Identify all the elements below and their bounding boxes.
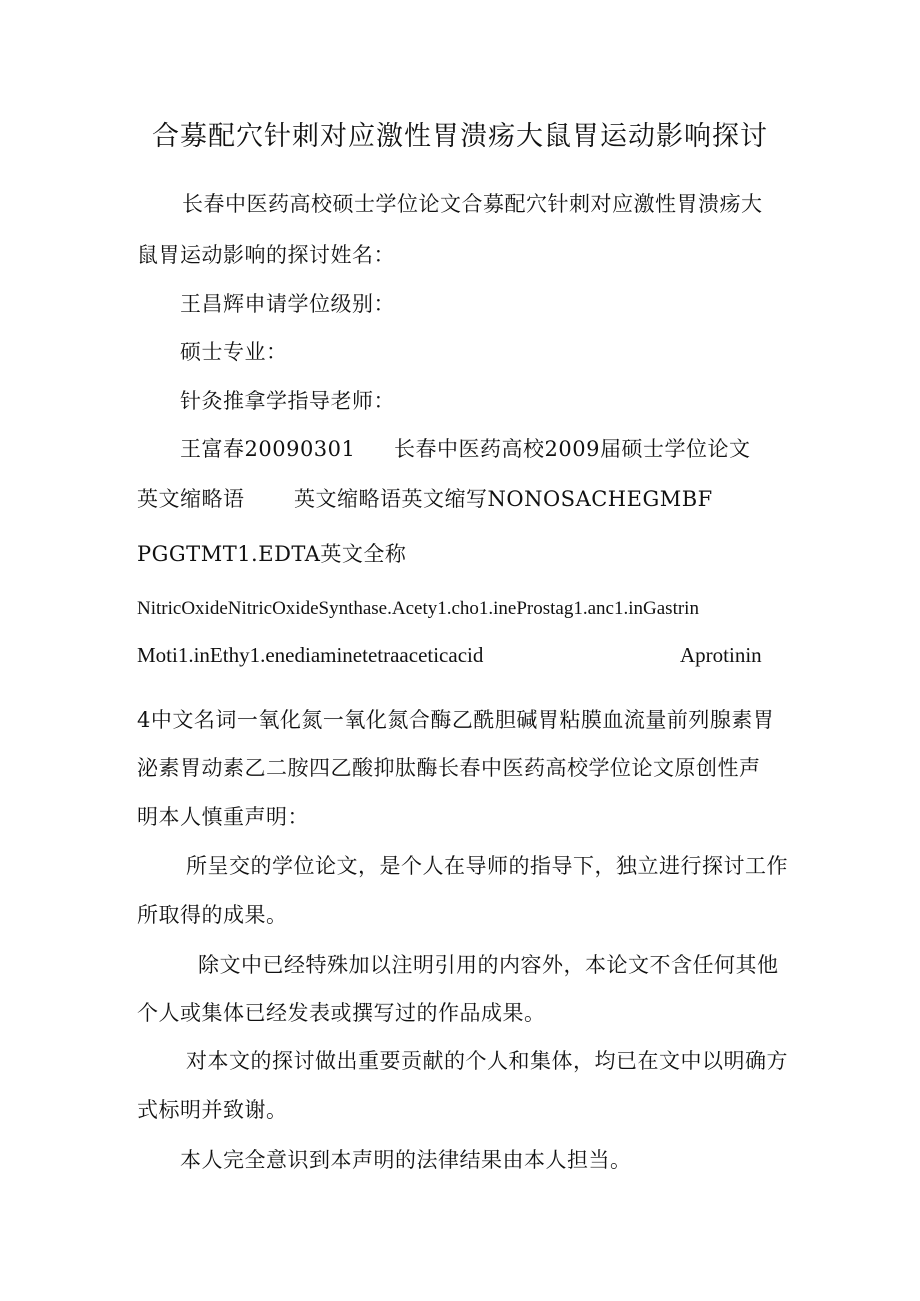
- text-line: Moti1.inEthy1.enediaminetetraaceticacid: [137, 643, 484, 667]
- text-line: 王昌辉申请学位级别：: [180, 292, 395, 316]
- text-line: NitricOxideNitricOxideSynthase.Acety1.cho1.ineProstag1.anc1.inGastrin: [137, 598, 699, 619]
- text-line: 长春中医药高校2009届硕士学位论文: [394, 437, 751, 461]
- text-line: 英文缩略语英文缩写NONOSACHEGMBF: [294, 487, 713, 511]
- text-line: 所取得的成果。: [137, 903, 288, 927]
- text-line: 4中文名词一氧化氮一氧化氮合酶乙酰胆碱胃粘膜血流量前列腺素胃: [137, 708, 775, 732]
- text-line: 硕士专业：: [180, 340, 288, 364]
- text-line: 长春中医药高校硕士学位论文合募配穴针刺对应激性胃溃疡大: [182, 192, 763, 216]
- text-line: 针灸推拿学指导老师：: [180, 389, 395, 413]
- text-line: 个人或集体已经发表或撰写过的作品成果。: [137, 1001, 546, 1025]
- text-line: 泌素胃动素乙二胺四乙酸抑肽酶长春中医药高校学位论文原创性声: [137, 756, 761, 780]
- text-line: 本人完全意识到本声明的法律结果由本人担当。: [180, 1148, 632, 1172]
- text-line: 王富春20090301: [180, 437, 356, 461]
- text-line: 鼠胃运动影响的探讨姓名：: [137, 243, 395, 267]
- text-line: 明本人慎重声明：: [137, 805, 309, 829]
- text-line: 对本文的探讨做出重要贡献的个人和集体，均已在文中以明确方: [186, 1049, 788, 1073]
- text-line: Aprotinin: [680, 643, 762, 667]
- document-title: 合募配穴针刺对应激性胃溃疡大鼠胃运动影响探讨: [152, 121, 768, 152]
- text-line: 式标明并致谢。: [137, 1098, 288, 1122]
- text-line: PGGTMT1.EDTA英文全称: [137, 542, 407, 566]
- text-line: 所呈交的学位论文，是个人在导师的指导下，独立进行探讨工作: [186, 854, 788, 878]
- text-line: 英文缩略语: [137, 487, 245, 511]
- text-line: 除文中已经特殊加以注明引用的内容外，本论文不含任何其他: [198, 953, 779, 977]
